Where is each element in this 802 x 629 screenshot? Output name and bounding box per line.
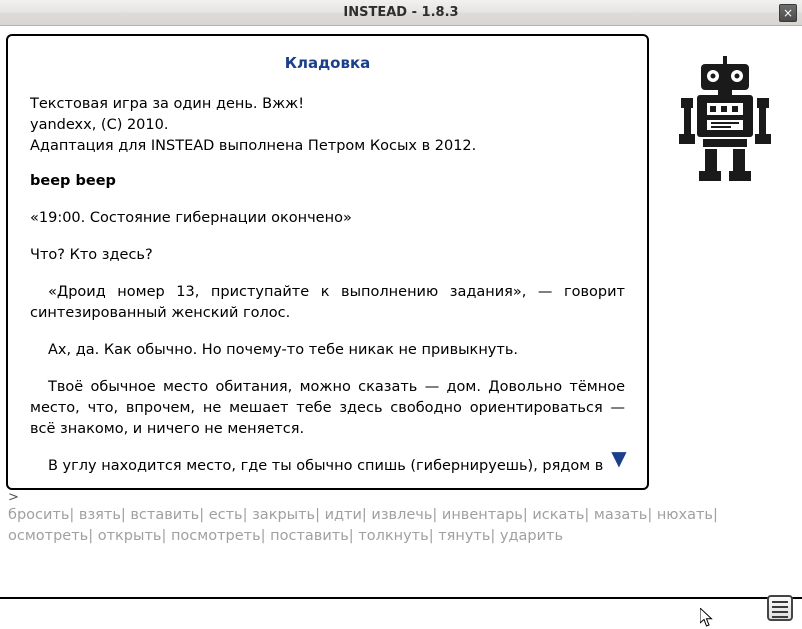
- story-intro-line: Текстовая игра за один день. Вжж!: [30, 96, 305, 112]
- verb-link[interactable]: вставить: [130, 507, 200, 523]
- close-button[interactable]: [779, 4, 797, 22]
- story-text-content: [8, 36, 647, 490]
- window-bottom-divider: [0, 597, 802, 599]
- verb-separator: |: [260, 528, 266, 545]
- verb-link[interactable]: извлечь: [371, 507, 433, 523]
- verb-link[interactable]: взять: [78, 507, 121, 523]
- verb-separator: |: [199, 507, 205, 523]
- verb-link[interactable]: поставить: [270, 528, 349, 545]
- robot-icon: [671, 56, 781, 186]
- story-intro-block: [30, 94, 625, 157]
- verb-link[interactable]: тянуть: [438, 528, 491, 545]
- story-paragraph: Что? Кто здесь?: [30, 247, 153, 264]
- verb-separator: |: [161, 528, 167, 545]
- verb-separator: |: [428, 528, 434, 545]
- verb-link[interactable]: искать: [532, 507, 585, 523]
- story-title: Кладовка: [284, 54, 371, 72]
- verb-separator: |: [361, 507, 367, 523]
- story-beep-text: beep beep: [30, 173, 116, 190]
- verb-link[interactable]: есть: [208, 507, 243, 523]
- story-paragraph: «Дроид номер 13, приступайте к выполнению задания», — говорит синтезированный женский голос.: [30, 284, 625, 322]
- verb-separator: |: [88, 528, 94, 545]
- command-prompt[interactable]: >: [8, 490, 19, 505]
- verb-link[interactable]: идти: [324, 507, 362, 523]
- menu-icon[interactable]: [767, 595, 793, 621]
- verb-separator: |: [647, 507, 653, 523]
- verb-link[interactable]: мазать: [593, 507, 648, 523]
- story-beep-line: [30, 171, 625, 192]
- verb-link[interactable]: осмотреть: [8, 528, 89, 545]
- verb-link[interactable]: посмотреть: [170, 528, 261, 545]
- window-title: INSTEAD - 1.8.3: [343, 5, 459, 20]
- verb-separator: |: [432, 507, 438, 523]
- story-paragraph: Твоё обычное место обитания, можно сказать — дом. Довольно тёмное место, что, впрочем, не мешает тебе здесь свободно ориентироваться — всё знакомо, и ничего не меняется.: [30, 379, 625, 438]
- verb-separator: |: [69, 507, 75, 523]
- verb-separator: |: [712, 507, 718, 523]
- window-titlebar[interactable]: [0, 0, 802, 26]
- verb-separator: |: [242, 507, 248, 523]
- story-paragraph: Ах, да. Как обычно. Но почему-то тебе никак не привыкнуть.: [48, 342, 518, 359]
- verb-link[interactable]: нюхать: [656, 507, 713, 523]
- verb-separator: |: [522, 507, 528, 523]
- verb-separator: |: [315, 507, 320, 523]
- verb-separator: |: [490, 528, 496, 545]
- story-intro-line: yandexx, (C) 2010.: [30, 117, 169, 134]
- verb-separator: |: [120, 507, 126, 523]
- verb-separator: |: [348, 528, 354, 545]
- story-paragraph: В углу находится место, где ты обычно спишь (гибернируешь), рядом в: [48, 458, 604, 475]
- verb-link[interactable]: закрыть: [252, 507, 316, 523]
- verb-link[interactable]: ударить: [499, 528, 564, 545]
- mouse-pointer-icon: [700, 608, 714, 628]
- verb-link[interactable]: бросить: [8, 507, 70, 523]
- verb-link[interactable]: открыть: [97, 528, 162, 545]
- verb-link[interactable]: толкнуть: [358, 528, 429, 545]
- game-window-body: [0, 26, 802, 629]
- scroll-down-icon[interactable]: ▼: [611, 446, 627, 470]
- story-text-pane[interactable]: [6, 34, 649, 490]
- verb-separator: |: [584, 507, 590, 523]
- story-paragraph: «19:00. Состояние гибернации окончено»: [30, 210, 352, 227]
- robot-illustration-panel: [655, 34, 797, 490]
- story-intro-line: Адаптация для INSTEAD выполнена Петром Косых в 2012.: [30, 138, 477, 155]
- verb-link[interactable]: инвентарь: [441, 507, 523, 523]
- close-icon: ×: [782, 6, 794, 20]
- verb-list: [8, 505, 768, 547]
